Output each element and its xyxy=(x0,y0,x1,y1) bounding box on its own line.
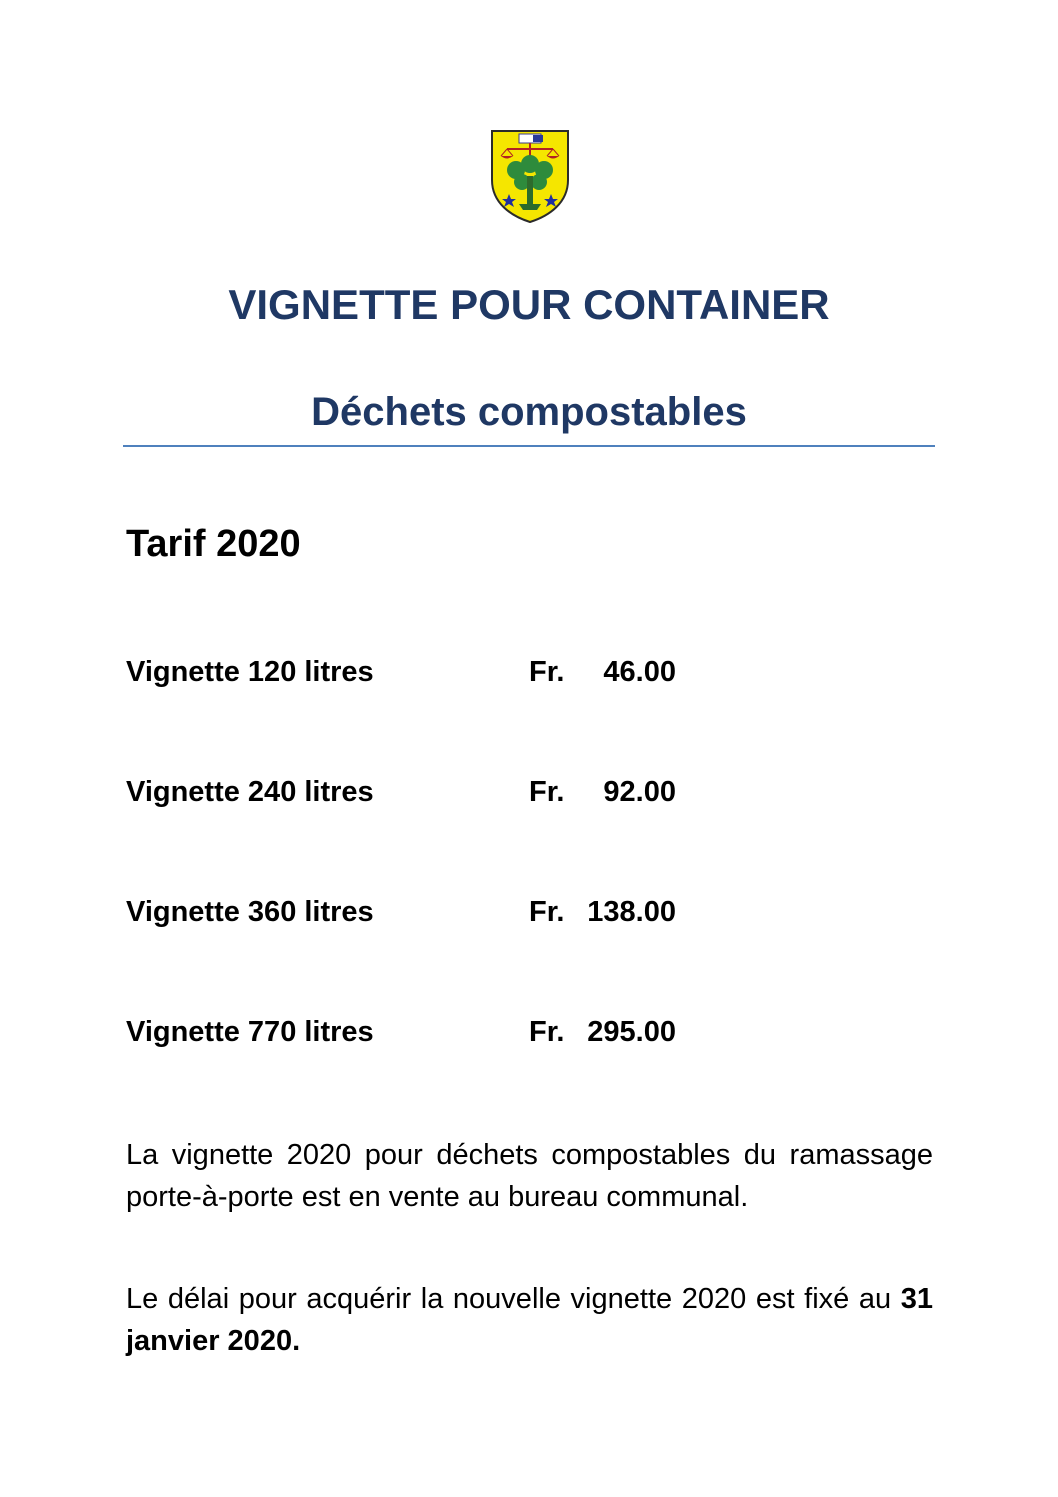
price-amount: 92.00 xyxy=(603,776,676,808)
price-label: Vignette 120 litres xyxy=(126,656,374,688)
price-currency: Fr. xyxy=(529,896,565,928)
title-divider xyxy=(123,445,935,447)
price-label: Vignette 360 litres xyxy=(126,896,374,928)
coat-of-arms-icon xyxy=(489,128,571,224)
price-row-360 xyxy=(126,895,686,929)
price-currency: Fr. xyxy=(529,1016,565,1048)
price-row-240 xyxy=(126,775,686,809)
price-label: Vignette 770 litres xyxy=(126,1016,374,1048)
price-amount: 46.00 xyxy=(603,656,676,688)
document-subtitle: Déchets compostables xyxy=(311,390,747,434)
document-title: VIGNETTE POUR CONTAINER xyxy=(228,281,830,328)
price-amount: 138.00 xyxy=(587,896,676,928)
deadline-text: Le délai pour acquérir la nouvelle vignette 2020 est fixé au xyxy=(126,1283,901,1315)
deadline-paragraph xyxy=(126,1278,933,1362)
price-label: Vignette 240 litres xyxy=(126,776,374,808)
sale-info-paragraph: La vignette 2020 pour déchets compostables du ramassage porte-à-porte est en vente au bureau communal. xyxy=(126,1139,933,1213)
price-currency: Fr. xyxy=(529,776,565,808)
price-currency: Fr. xyxy=(529,656,565,688)
price-row-770 xyxy=(126,1015,686,1049)
price-row-120 xyxy=(126,655,686,689)
tarif-heading: Tarif 2020 xyxy=(126,523,301,565)
deadline-date: 31 janvier 2020. xyxy=(126,1283,933,1357)
price-amount: 295.00 xyxy=(587,1016,676,1048)
